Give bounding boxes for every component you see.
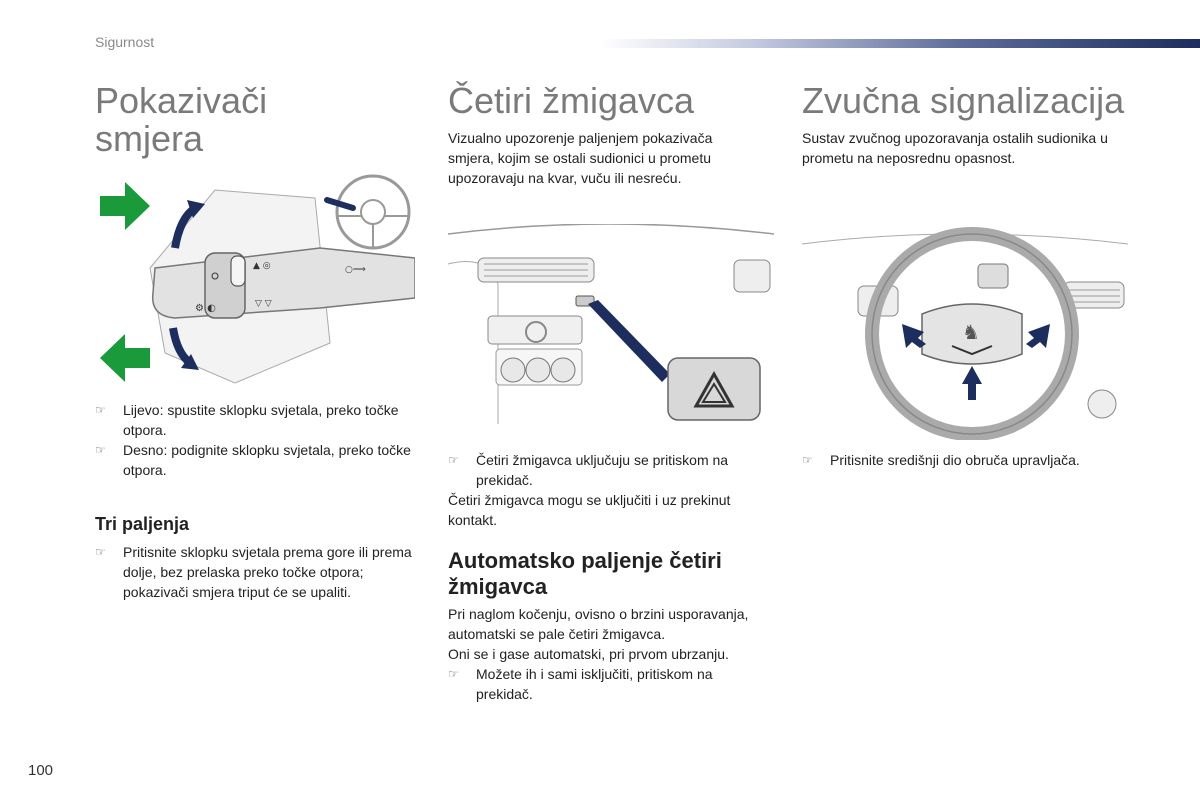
pointing-hand-icon: ☞	[95, 443, 106, 457]
steering-wheel-illustration	[802, 224, 1128, 440]
col1-title	[95, 82, 415, 158]
header-gradient-bar	[600, 39, 1200, 48]
green-arrow-right-icon	[100, 182, 150, 230]
col2-para1: Pri naglom kočenju, ovisno o brzini usporavanja, automatski se pale četiri žmigavca.	[448, 606, 749, 642]
pointing-hand-icon: ☞	[95, 403, 106, 417]
col1-bullets	[95, 400, 415, 480]
pointing-hand-icon: ☞	[448, 453, 459, 467]
col1-sub-bullets	[95, 542, 415, 602]
section-label: Sigurnost	[95, 34, 155, 50]
svg-text:▲ ◎: ▲ ◎	[253, 261, 271, 271]
col2-para2: Oni se i gase automatski, pri prvom ubrzanju.	[448, 646, 729, 662]
col1-title-line1: Pokazivači	[95, 80, 268, 121]
pointing-hand-icon: ☞	[95, 545, 106, 559]
col2-bullets	[448, 450, 768, 530]
col3-title: Zvučna signalizacija	[802, 80, 1125, 121]
col2-auto-section	[448, 604, 768, 704]
list-item: ☞ Pritisnite središnji dio obruča upravljača.	[802, 452, 1080, 468]
pointing-hand-icon: ☞	[448, 667, 459, 681]
svg-text:♞: ♞	[962, 320, 980, 344]
list-item: ☞ Desno: podignite sklopku svjetala, preko točke otpora.	[95, 442, 411, 478]
page-number: 100	[28, 762, 54, 779]
list-item: ☞ Četiri žmigavca uključuju se pritiskom na prekidač.	[448, 452, 729, 488]
col3-bullets	[802, 450, 1142, 470]
hazard-triangle-icon	[668, 358, 760, 420]
svg-text:⚙ ◐: ⚙ ◐	[195, 303, 216, 314]
col1-subheading: Tri paljenja	[95, 514, 190, 534]
green-arrow-left-icon	[100, 334, 150, 382]
list-item: ☞ Možete ih i sami isključiti, pritiskom na prekidač.	[448, 666, 713, 702]
mini-wheel-icon	[327, 176, 409, 248]
col2-title: Četiri žmigavca	[448, 80, 695, 121]
dashboard-illustration	[448, 224, 774, 440]
list-item: ☞ Pritisnite sklopku svjetala prema gore ili prema dolje, bez prelaska preko točke otpora; pokazivači smjera triput će se upaliti.	[95, 544, 412, 600]
list-item: ☞ Lijevo: spustite sklopku svjetala, preko točke otpora.	[95, 402, 399, 438]
col1-title-line2: smjera	[95, 118, 204, 159]
stalk-illustration	[95, 168, 415, 388]
svg-text:▽ ▽: ▽ ▽	[255, 299, 272, 309]
col2-intro: Vizualno upozorenje paljenjem pokazivača smjera, kojim se ostali sudionici u prometu upozoravaju na kvar, vuču ili nesreću.	[448, 130, 713, 186]
col2-subheading: Automatsko paljenje četiri žmigavca	[448, 548, 722, 599]
col3-intro: Sustav zvučnog upozoravanja ostalih sudionika u prometu na neposrednu opasnost.	[802, 130, 1108, 166]
svg-text:○⟹: ○⟹	[345, 265, 366, 275]
col2-note: Četiri žmigavca mogu se uključiti i uz prekinut kontakt.	[448, 492, 731, 528]
pointing-hand-icon: ☞	[802, 453, 813, 467]
